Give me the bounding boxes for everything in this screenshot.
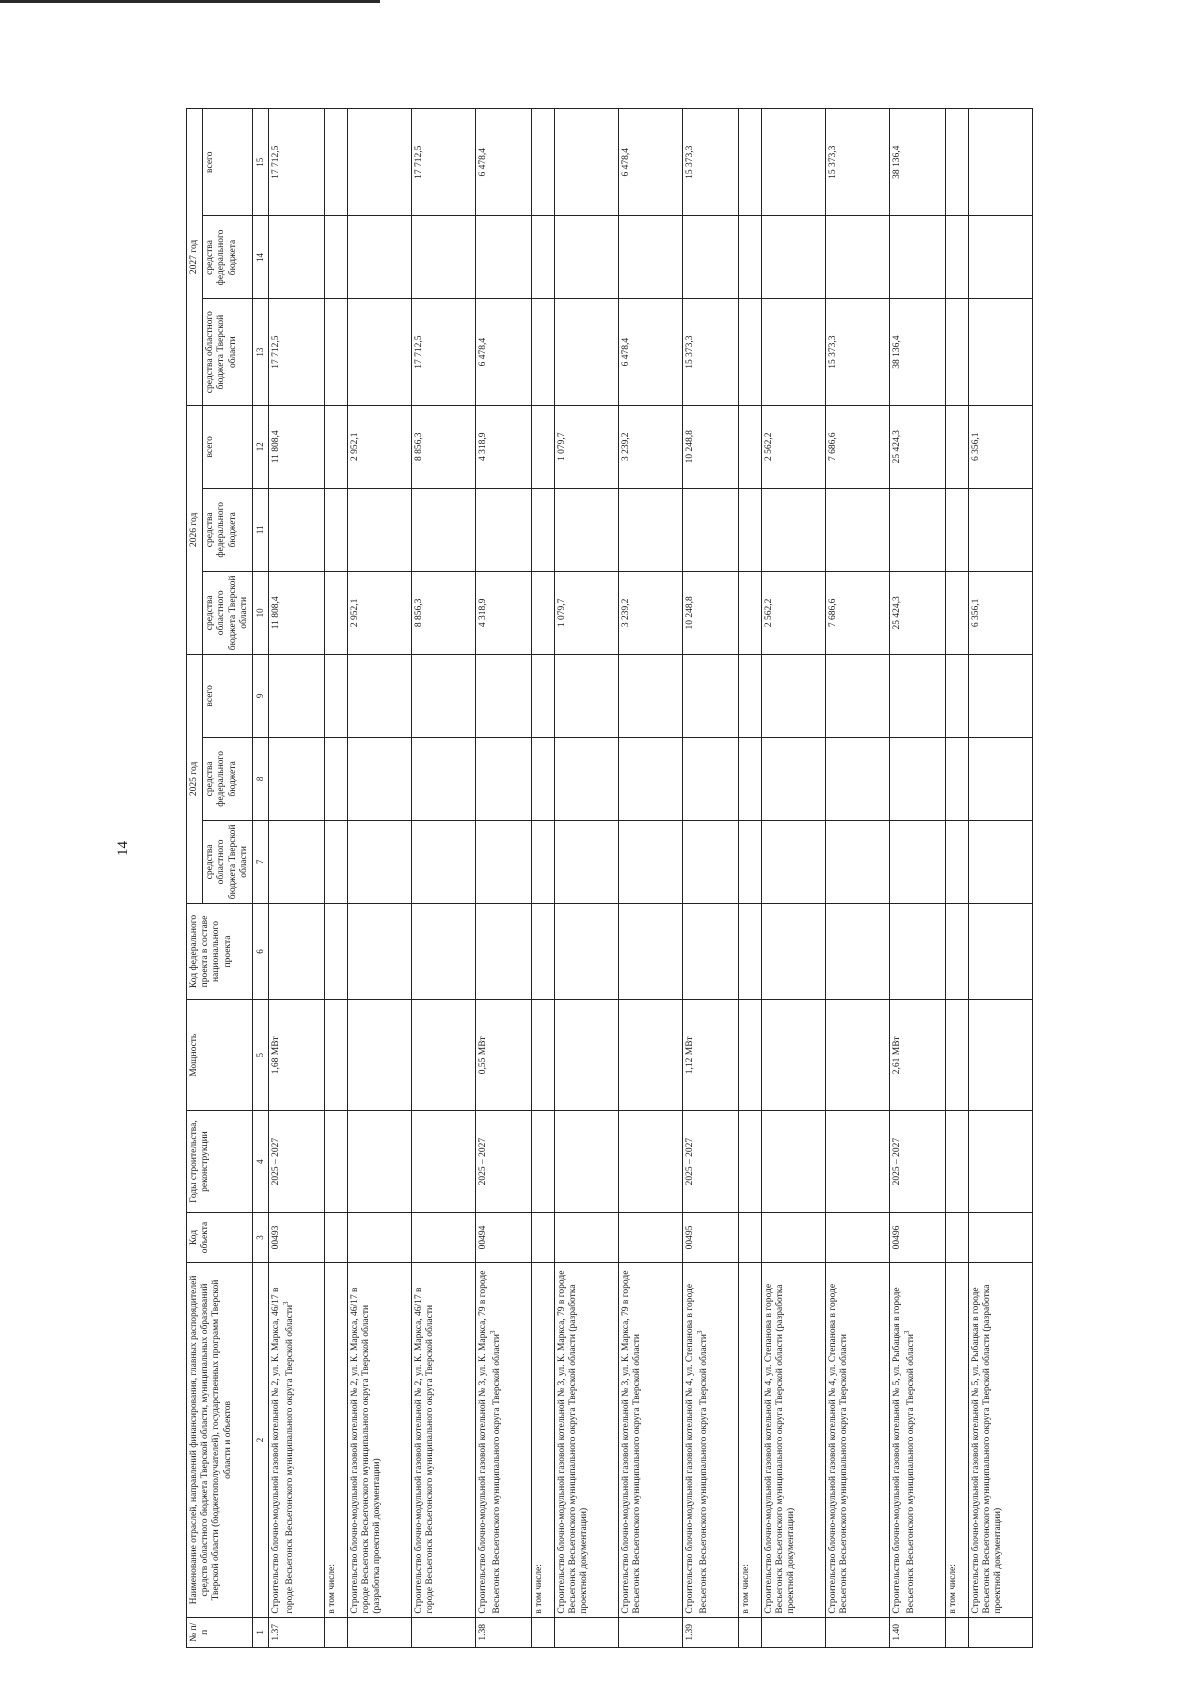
col-number: 2 <box>253 1263 269 1617</box>
table-row-sub <box>618 109 682 1648</box>
amount-r25 <box>618 820 682 903</box>
amount-t25 <box>945 654 968 737</box>
header-total-2027: всего <box>203 109 253 216</box>
including-label: в том числе: <box>324 1263 347 1617</box>
table-row-label <box>738 109 761 1648</box>
capacity <box>531 1000 554 1111</box>
table-row-label <box>945 109 968 1648</box>
including-label: в том числе: <box>531 1263 554 1617</box>
amount-t26: 1 079,7 <box>554 405 618 488</box>
capacity: 2,61 МВт <box>889 1000 945 1111</box>
footnote-mark: 3 <box>281 1301 290 1305</box>
capacity: 1,12 МВт <box>682 1000 738 1111</box>
object-name-text: Строительство блочно-модульной газовой котельной № 3, ул. К. Маркса, 79 в городе Весьегонск Весьегонского муниципального округа Тверской области <box>477 1270 502 1614</box>
amount-t27: 17 712,5 <box>268 109 324 216</box>
capacity <box>324 1000 347 1111</box>
amount-t27 <box>324 109 347 216</box>
amount-t26 <box>324 405 347 488</box>
amount-f26 <box>618 488 682 571</box>
construction-years: 2025 – 2027 <box>475 1111 531 1212</box>
amount-r27 <box>347 299 411 405</box>
amount-t25 <box>825 654 889 737</box>
amount-t26: 11 808,4 <box>268 405 324 488</box>
amount-t25 <box>531 654 554 737</box>
object-name <box>475 1263 531 1617</box>
table-row-sub <box>347 109 411 1648</box>
amount-f26 <box>761 488 825 571</box>
header-2025: 2025 год <box>187 654 203 903</box>
table-body <box>268 109 1032 1648</box>
amount-f26 <box>945 488 968 571</box>
amount-t27: 6 478,4 <box>475 109 531 216</box>
construction-years <box>945 1111 968 1212</box>
federal-project-code <box>682 903 738 999</box>
header-total-2025: всего <box>203 654 253 737</box>
header-fedcode: Код федерального проекта в составе национального проекта <box>187 903 253 999</box>
amount-t27 <box>738 109 761 216</box>
amount-f25 <box>945 737 968 820</box>
amount-r25 <box>324 820 347 903</box>
amount-f27 <box>761 216 825 299</box>
footnote-mark: 3 <box>488 1330 497 1334</box>
amount-f25 <box>738 737 761 820</box>
federal-project-code <box>968 903 1032 999</box>
amount-r27: 15 373,3 <box>825 299 889 405</box>
col-number: 10 <box>253 571 269 654</box>
table-row-sub <box>968 109 1032 1648</box>
amount-r27: 17 712,5 <box>411 299 475 405</box>
including-label: в том числе: <box>738 1263 761 1617</box>
federal-project-code <box>618 903 682 999</box>
amount-r26: 6 356,1 <box>968 571 1032 654</box>
amount-t27 <box>968 109 1032 216</box>
construction-years <box>347 1111 411 1212</box>
capacity <box>945 1000 968 1111</box>
amount-r27 <box>968 299 1032 405</box>
federal-project-code <box>475 903 531 999</box>
federal-project-code <box>268 903 324 999</box>
amount-f25 <box>618 737 682 820</box>
amount-r26 <box>324 571 347 654</box>
row-number <box>554 1617 618 1647</box>
amount-f26 <box>268 488 324 571</box>
amount-r26: 4 318,9 <box>475 571 531 654</box>
amount-t25 <box>554 654 618 737</box>
amount-r25 <box>945 820 968 903</box>
col-number: 6 <box>253 903 269 999</box>
row-number: 1.39 <box>682 1617 738 1647</box>
header-2026: 2026 год <box>187 405 203 654</box>
amount-r25 <box>968 820 1032 903</box>
amount-f27 <box>475 216 531 299</box>
amount-r26: 8 856,3 <box>411 571 475 654</box>
amount-t26 <box>738 405 761 488</box>
row-number <box>411 1617 475 1647</box>
construction-years: 2025 – 2027 <box>268 1111 324 1212</box>
header-power: Мощность <box>187 1000 253 1111</box>
header-regional-2026: средства областного бюджета Тверской области <box>203 571 253 654</box>
amount-f26 <box>324 488 347 571</box>
federal-project-code <box>324 903 347 999</box>
amount-f25 <box>682 737 738 820</box>
amount-t27 <box>347 109 411 216</box>
amount-f25 <box>761 737 825 820</box>
col-number: 5 <box>253 1000 269 1111</box>
table-row-sub <box>411 109 475 1648</box>
header-federal-2027: средства федерального бюджета <box>203 216 253 299</box>
col-number: 1 <box>253 1617 269 1647</box>
amount-t25 <box>738 654 761 737</box>
amount-r27: 6 478,4 <box>475 299 531 405</box>
amount-r25 <box>738 820 761 903</box>
construction-years <box>738 1111 761 1212</box>
amount-t25 <box>618 654 682 737</box>
col-number: 15 <box>253 109 269 216</box>
capacity <box>347 1000 411 1111</box>
amount-r26: 3 239,2 <box>618 571 682 654</box>
amount-t25 <box>475 654 531 737</box>
object-name <box>268 1263 324 1617</box>
sub-object-name: Строительство блочно-модульной газовой котельной № 3, ул. К. Маркса, 79 в городе Весьегонск Весьегонского муниципального округа Тверской области <box>618 1263 682 1617</box>
object-name-text: Строительство блочно-модульной газовой котельной № 5, ул. Рыбацкая в городе Весьегонск Весьегонского муниципального округа Тверской области <box>891 1287 916 1614</box>
amount-r26: 10 248,8 <box>682 571 738 654</box>
table-row-sub <box>825 109 889 1648</box>
amount-f25 <box>324 737 347 820</box>
amount-t26 <box>531 405 554 488</box>
construction-years <box>825 1111 889 1212</box>
amount-f26 <box>738 488 761 571</box>
header-num: № п/п <box>187 1617 253 1647</box>
table-row-label <box>324 109 347 1648</box>
amount-r27 <box>324 299 347 405</box>
capacity <box>761 1000 825 1111</box>
construction-years <box>761 1111 825 1212</box>
object-code <box>618 1212 682 1263</box>
col-number: 13 <box>253 299 269 405</box>
amount-f27 <box>268 216 324 299</box>
row-number: 1.38 <box>475 1617 531 1647</box>
table-row-main <box>682 109 738 1648</box>
amount-r27: 38 136,4 <box>889 299 945 405</box>
rotated-page <box>186 108 1196 1648</box>
amount-t27: 15 373,3 <box>825 109 889 216</box>
amount-f27 <box>825 216 889 299</box>
financing-table <box>186 108 1033 1648</box>
construction-years <box>618 1111 682 1212</box>
amount-r27 <box>531 299 554 405</box>
amount-t26 <box>945 405 968 488</box>
sub-object-name: Строительство блочно-модульной газовой котельной № 4, ул. Степанова в городе Весьегонск Весьегонского муниципального округа Тверской области (разработка проектной документации) <box>761 1263 825 1617</box>
sub-object-name: Строительство блочно-модульной газовой котельной № 5, ул. Рыбацкая в городе Весьегонск Весьегонского муниципального округа Тверской области (разработка проектной документации) <box>968 1263 1032 1617</box>
amount-f26 <box>682 488 738 571</box>
row-number <box>738 1617 761 1647</box>
scan-edge-line <box>0 0 380 3</box>
amount-f26 <box>825 488 889 571</box>
construction-years: 2025 – 2027 <box>889 1111 945 1212</box>
federal-project-code <box>531 903 554 999</box>
amount-f26 <box>968 488 1032 571</box>
capacity <box>738 1000 761 1111</box>
amount-t27 <box>531 109 554 216</box>
amount-t26: 8 856,3 <box>411 405 475 488</box>
amount-r26: 25 424,3 <box>889 571 945 654</box>
amount-r27 <box>945 299 968 405</box>
object-name <box>682 1263 738 1617</box>
page-number: 14 <box>115 841 131 856</box>
amount-f27 <box>682 216 738 299</box>
amount-f27 <box>618 216 682 299</box>
col-number: 3 <box>253 1212 269 1263</box>
amount-r25 <box>554 820 618 903</box>
amount-t25 <box>682 654 738 737</box>
federal-project-code <box>945 903 968 999</box>
object-name-text: Строительство блочно-модульной газовой котельной № 2, ул. К. Маркса, 46/17 в городе Весьегонск Весьегонского муниципального округа Тверской области <box>270 1287 295 1614</box>
amount-f26 <box>411 488 475 571</box>
col-number: 4 <box>253 1111 269 1212</box>
row-number <box>945 1617 968 1647</box>
amount-t26: 2 562,2 <box>761 405 825 488</box>
sub-object-name: Строительство блочно-модульной газовой котельной № 2, ул. К. Маркса, 46/17 в городе Весьегонск Весьегонского муниципального округа Тверской области (разработка проектной документации) <box>347 1263 411 1617</box>
amount-f25 <box>475 737 531 820</box>
federal-project-code <box>554 903 618 999</box>
amount-t26: 4 318,9 <box>475 405 531 488</box>
col-number: 7 <box>253 820 269 903</box>
amount-f27 <box>347 216 411 299</box>
amount-f25 <box>968 737 1032 820</box>
construction-years: 2025 – 2027 <box>682 1111 738 1212</box>
row-number <box>968 1617 1032 1647</box>
object-code <box>554 1212 618 1263</box>
row-number: 1.40 <box>889 1617 945 1647</box>
table-row-main <box>889 109 945 1648</box>
federal-project-code <box>889 903 945 999</box>
construction-years <box>968 1111 1032 1212</box>
amount-r25 <box>531 820 554 903</box>
amount-f27 <box>531 216 554 299</box>
object-code: 00493 <box>268 1212 324 1263</box>
amount-t27: 15 373,3 <box>682 109 738 216</box>
capacity <box>411 1000 475 1111</box>
object-code <box>968 1212 1032 1263</box>
amount-r25 <box>761 820 825 903</box>
amount-t25 <box>411 654 475 737</box>
amount-f25 <box>411 737 475 820</box>
amount-r26 <box>945 571 968 654</box>
amount-f25 <box>554 737 618 820</box>
table-row-label <box>531 109 554 1648</box>
col-number: 11 <box>253 488 269 571</box>
including-label: в том числе: <box>945 1263 968 1617</box>
amount-t27 <box>554 109 618 216</box>
construction-years <box>324 1111 347 1212</box>
col-number: 12 <box>253 405 269 488</box>
amount-f25 <box>531 737 554 820</box>
header-years: Годы строительства, реконструкции <box>187 1111 253 1212</box>
header-federal-2026: средства федерального бюджета <box>203 488 253 571</box>
amount-f26 <box>347 488 411 571</box>
amount-f27 <box>889 216 945 299</box>
amount-t26: 2 952,1 <box>347 405 411 488</box>
amount-t25 <box>268 654 324 737</box>
amount-t25 <box>968 654 1032 737</box>
object-code <box>324 1212 347 1263</box>
federal-project-code <box>411 903 475 999</box>
amount-t26: 10 248,8 <box>682 405 738 488</box>
row-number <box>761 1617 825 1647</box>
amount-f26 <box>475 488 531 571</box>
col-number: 9 <box>253 654 269 737</box>
amount-r25 <box>411 820 475 903</box>
object-code <box>531 1212 554 1263</box>
amount-t25 <box>889 654 945 737</box>
amount-f27 <box>945 216 968 299</box>
amount-t27: 17 712,5 <box>411 109 475 216</box>
row-number <box>825 1617 889 1647</box>
capacity: 1,68 МВт <box>268 1000 324 1111</box>
header-2027: 2027 год <box>187 109 203 406</box>
row-number <box>324 1617 347 1647</box>
header-code: Код объекта <box>187 1212 253 1263</box>
amount-f27 <box>411 216 475 299</box>
header-federal-2025: средства федерального бюджета <box>203 737 253 820</box>
amount-f27 <box>738 216 761 299</box>
header-total-2026: всего <box>203 405 253 488</box>
row-number <box>347 1617 411 1647</box>
header-regional-2025: средства областного бюджета Тверской области <box>203 820 253 903</box>
table-row-main <box>268 109 324 1648</box>
construction-years <box>531 1111 554 1212</box>
amount-r27: 15 373,3 <box>682 299 738 405</box>
amount-f25 <box>347 737 411 820</box>
amount-f26 <box>554 488 618 571</box>
amount-r26 <box>738 571 761 654</box>
object-code <box>825 1212 889 1263</box>
amount-t26: 25 424,3 <box>889 405 945 488</box>
federal-project-code <box>347 903 411 999</box>
amount-t25 <box>761 654 825 737</box>
object-code <box>945 1212 968 1263</box>
amount-f25 <box>889 737 945 820</box>
footnote-mark: 3 <box>695 1330 704 1334</box>
capacity <box>554 1000 618 1111</box>
object-code <box>738 1212 761 1263</box>
amount-r27: 17 712,5 <box>268 299 324 405</box>
col-number: 14 <box>253 216 269 299</box>
amount-t27 <box>761 109 825 216</box>
footnote-mark: 3 <box>902 1330 911 1334</box>
amount-t25 <box>347 654 411 737</box>
amount-r26 <box>531 571 554 654</box>
capacity <box>825 1000 889 1111</box>
table-row-sub <box>554 109 618 1648</box>
amount-r27 <box>738 299 761 405</box>
table-row-sub <box>761 109 825 1648</box>
amount-r25 <box>682 820 738 903</box>
header-regional-2027: средства областного бюджета Тверской области <box>203 299 253 405</box>
amount-t27 <box>945 109 968 216</box>
amount-r27 <box>761 299 825 405</box>
federal-project-code <box>761 903 825 999</box>
sub-object-name: Строительство блочно-модульной газовой котельной № 2, ул. К. Маркса, 46/17 в городе Весьегонск Весьегонского муниципального округа Тверской области <box>411 1263 475 1617</box>
amount-t26: 6 356,1 <box>968 405 1032 488</box>
object-code <box>761 1212 825 1263</box>
construction-years <box>411 1111 475 1212</box>
capacity: 0,55 МВт <box>475 1000 531 1111</box>
amount-r25 <box>825 820 889 903</box>
object-code: 00494 <box>475 1212 531 1263</box>
amount-f27 <box>554 216 618 299</box>
amount-r27: 6 478,4 <box>618 299 682 405</box>
amount-r26: 2 952,1 <box>347 571 411 654</box>
amount-f25 <box>268 737 324 820</box>
object-code: 00496 <box>889 1212 945 1263</box>
amount-f25 <box>825 737 889 820</box>
amount-t27: 38 136,4 <box>889 109 945 216</box>
column-number-row <box>253 109 269 1648</box>
row-number <box>531 1617 554 1647</box>
amount-t26: 7 686,6 <box>825 405 889 488</box>
amount-r25 <box>268 820 324 903</box>
amount-r26: 1 079,7 <box>554 571 618 654</box>
amount-f27 <box>968 216 1032 299</box>
object-code <box>411 1212 475 1263</box>
amount-r26: 7 686,6 <box>825 571 889 654</box>
construction-years <box>554 1111 618 1212</box>
amount-f26 <box>531 488 554 571</box>
federal-project-code <box>825 903 889 999</box>
amount-t26: 3 239,2 <box>618 405 682 488</box>
object-code <box>347 1212 411 1263</box>
amount-r25 <box>475 820 531 903</box>
table-row-main <box>475 109 531 1648</box>
table-header <box>187 109 269 1648</box>
amount-r25 <box>889 820 945 903</box>
capacity <box>968 1000 1032 1111</box>
object-code: 00495 <box>682 1212 738 1263</box>
header-name: Наименование отраслей, направлений финансирования, главных распорядителей средств областного бюджета Тверской области, муниципальных образований Тверской области (бюджетополучателей), государственных программ Тверской области и объектов <box>187 1263 253 1617</box>
sub-object-name: Строительство блочно-модульной газовой котельной № 3, ул. К. Маркса, 79 в городе Весьегонск Весьегонского муниципального округа Тверской области (разработка проектной документации) <box>554 1263 618 1617</box>
capacity <box>618 1000 682 1111</box>
amount-f26 <box>889 488 945 571</box>
amount-r27 <box>554 299 618 405</box>
amount-f27 <box>324 216 347 299</box>
federal-project-code <box>738 903 761 999</box>
col-number: 8 <box>253 737 269 820</box>
row-number: 1.37 <box>268 1617 324 1647</box>
object-name-text: Строительство блочно-модульной газовой котельной № 4, ул. Степанова в городе Весьегонск Весьегонского муниципального округа Тверской области <box>684 1283 709 1614</box>
amount-t25 <box>324 654 347 737</box>
sub-object-name: Строительство блочно-модульной газовой котельной № 4, ул. Степанова в городе Весьегонск Весьегонского муниципального округа Тверской области <box>825 1263 889 1617</box>
row-number <box>618 1617 682 1647</box>
object-name <box>889 1263 945 1617</box>
amount-r26: 2 562,2 <box>761 571 825 654</box>
amount-r26: 11 808,4 <box>268 571 324 654</box>
amount-r25 <box>347 820 411 903</box>
amount-t27: 6 478,4 <box>618 109 682 216</box>
